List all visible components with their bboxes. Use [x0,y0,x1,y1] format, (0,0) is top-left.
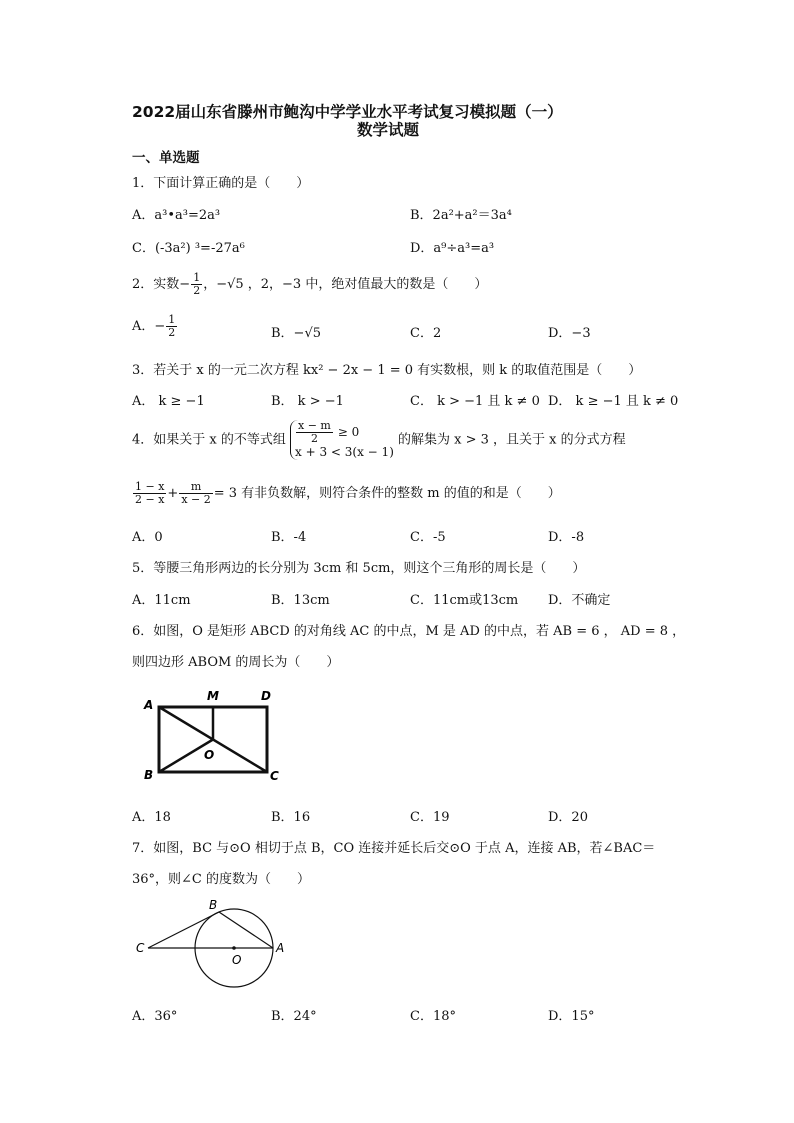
equation-fraction-1-numerator: 1 − x [135,480,165,493]
inequality-system [290,420,394,460]
question-6-option-c: C．19 [410,810,450,825]
label-o: O [204,748,215,762]
question-6-stem-line1: 6．如图，O 是矩形 ABCD 的对角线 AC 的中点，M 是 AD 的中点，若 AB = 6 ， AD = 8 ， [132,624,686,639]
inequality-1-rhs: ≥ 0 [337,425,360,440]
question-5-stem: 5．等腰三角形两边的长分别为 3cm 和 5cm，则这个三角形的周长是（ ） [132,561,586,576]
question-4-stem-prefix: 4．如果关于 x 的不等式组 [132,432,286,448]
question-2-option-a [132,314,178,339]
question-2-stem-prefix: 2．实数 [132,277,180,293]
fraction-numerator: 1 [193,271,201,284]
question-7-option-d: D．15° [548,1009,595,1024]
option-a-prefix: A．− [132,319,166,335]
question-4-stem-suffix: 的解集为 x > 3 ，且关于 x 的分式方程 [398,432,626,448]
equation-fraction-1-denominator: 2 − x [135,493,165,507]
circle-tangent-figure [132,895,292,995]
label-b: B [144,768,154,782]
question-4-option-a: A．0 [132,530,163,545]
label-m: M [207,689,219,703]
question-7-stem-line1: 7．如图，BC 与⊙O 相切于点 B，CO 连接并延长后交⊙O 于点 A，连接 AB，若∠BAC＝ [132,841,656,856]
label-d: D [261,689,271,703]
question-7-stem-line2: 36°，则∠C 的度数为（ ） [132,872,311,887]
equation-fraction-2-numerator: m [179,481,212,494]
question-4-line2-suffix: = 3 有非负数解，则符合条件的整数 m 的值的和是（ ） [213,486,561,502]
question-5-option-d: D．不确定 [548,593,611,608]
question-1-option-c: C．(-3a²) ³=-27a⁶ [132,241,245,256]
question-2-stem-suffix: ，−√5 ，2，−3 中，绝对值最大的数是（ ） [203,277,488,293]
question-1-stem: 1．下面计算正确的是（ ） [132,176,310,191]
center-point-o [232,946,236,950]
inequality-1-numerator: x − m [298,419,331,432]
question-1-option-a: A．a³•a³=2a³ [132,208,221,223]
question-1-option-b: B．2a²+a²＝3a⁴ [410,208,512,223]
question-3-stem: 3．若关于 x 的一元二次方程 kx² − 2x − 1 = 0 有实数根，则 k 的取值范围是（ ） [132,363,642,378]
label-a: A [276,941,285,955]
label-a: A [144,698,154,712]
document-title: 2022届山东省滕州市鲍沟中学学业水平考试复习模拟题（一） [132,103,563,121]
question-3-option-b: B． k > −1 [271,394,344,409]
option-a-fraction [166,314,177,339]
section-heading: 一、单选题 [132,150,200,166]
label-c: C [270,769,279,783]
tangent-cb [148,912,219,948]
question-2-stem: 2．实数− $\frac{1}{2}$ ，−√5 ，2，−3 中，绝对值最大的数是（ ） [132,271,488,298]
fraction-denominator: 2 [193,284,201,298]
question-1-option-d: D．a⁹÷a³=a³ [410,241,495,256]
inequality-1-denominator: 2 [310,432,318,446]
question-4-option-b: B．-4 [271,530,307,545]
question-6-option-b: B．16 [271,810,311,825]
question-5-option-c: C．11cm或13cm [410,593,519,608]
question-3-option-d: D． k ≥ −1 且 k ≠ 0 [548,394,679,409]
label-o: O [232,953,242,967]
question-4-option-c: C．-5 [410,530,446,545]
question-2-fraction [191,272,202,297]
inequality-2: x + 3 < 3(x − 1) [295,445,394,460]
question-3-option-c: C． k > −1 且 k ≠ 0 [410,394,540,409]
question-6-stem-line2: 则四边形 ABOM 的周长为（ ） [132,655,340,670]
chord-ab [219,912,273,948]
question-6-option-a: A．18 [132,810,171,825]
fraction-numerator: 1 [168,313,176,326]
question-2-option-c: C．2 [410,326,442,341]
rectangle-figure [132,680,302,790]
question-4-stem-line2: $\frac{1 - x}{2 - x}$ + $\frac{m}{x - 2}$ = 3 有非负数解，则符合条件的整数 m 的值的和是（ ） [135,480,561,507]
label-c: C [136,941,145,955]
question-7-option-a: A．36° [132,1009,178,1024]
question-2-option-d: D．−3 [548,326,591,341]
label-b: B [209,898,218,912]
question-5-option-a: A．11cm [132,593,191,608]
question-5-option-b: B．13cm [271,593,330,608]
question-4-stem [132,420,626,460]
question-2-option-b: B．−√5 [271,326,322,341]
question-3-option-a: A． k ≥ −1 [132,394,205,409]
equation-fraction-2-denominator: x − 2 [181,493,211,507]
question-7-option-b: B．24° [271,1009,317,1024]
question-4-option-d: D．-8 [548,530,585,545]
document-subtitle: 数学试题 [357,121,420,139]
fraction-denominator: 2 [168,326,176,340]
question-7-option-c: C．18° [410,1009,456,1024]
question-6-option-d: D．20 [548,810,588,825]
